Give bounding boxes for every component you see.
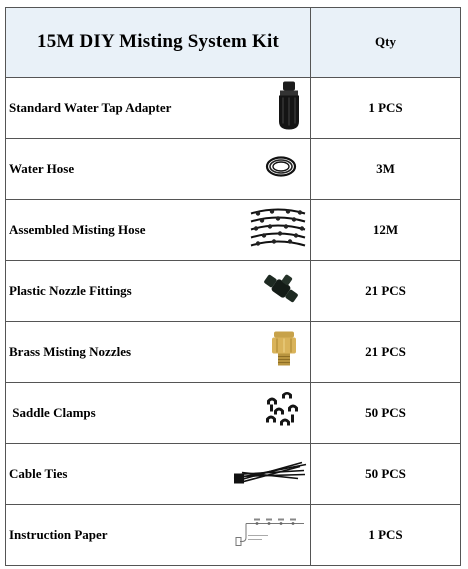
item-cell xyxy=(6,138,311,199)
table-row xyxy=(6,199,461,260)
item-name: Saddle Clamps xyxy=(9,404,96,420)
misting-hose-icon xyxy=(248,205,308,254)
table-row xyxy=(6,443,461,504)
item-name: Instruction Paper xyxy=(9,526,108,542)
item-qty: 50 PCS xyxy=(311,382,461,443)
table-row xyxy=(6,382,461,443)
saddle-clamps-icon xyxy=(262,390,302,435)
item-name: Plastic Nozzle Fittings xyxy=(9,282,132,298)
instruction-paper-icon xyxy=(234,515,306,554)
nozzle-fitting-icon xyxy=(260,268,302,313)
item-qty: 21 PCS xyxy=(311,321,461,382)
item-cell xyxy=(6,77,311,138)
item-cell xyxy=(6,260,311,321)
item-qty: 3M xyxy=(311,138,461,199)
item-cell xyxy=(6,382,311,443)
item-cell xyxy=(6,504,311,565)
table-title: 15M DIY Misting System Kit xyxy=(6,8,311,78)
water-hose-icon xyxy=(264,153,298,184)
item-name: Brass Misting Nozzles xyxy=(9,343,132,359)
table-row xyxy=(6,260,461,321)
item-name: Water Hose xyxy=(9,160,75,176)
item-qty: 21 PCS xyxy=(311,260,461,321)
item-qty: 1 PCS xyxy=(311,77,461,138)
item-name: Assembled Misting Hose xyxy=(9,221,146,237)
table-header-row xyxy=(6,8,461,78)
item-cell xyxy=(6,443,311,504)
table-row xyxy=(6,77,461,138)
item-qty: 12M xyxy=(311,199,461,260)
item-cell xyxy=(6,199,311,260)
item-name: Cable Ties xyxy=(9,465,68,481)
qty-column-header: Qty xyxy=(311,8,461,78)
table-row xyxy=(6,504,461,565)
item-qty: 1 PCS xyxy=(311,504,461,565)
item-qty: 50 PCS xyxy=(311,443,461,504)
kit-contents-table xyxy=(5,7,461,566)
brass-nozzle-icon xyxy=(268,329,300,374)
item-cell xyxy=(6,321,311,382)
item-name: Standard Water Tap Adapter xyxy=(9,99,172,115)
tap-adapter-icon xyxy=(274,79,304,136)
cable-ties-icon xyxy=(232,454,308,493)
table-row xyxy=(6,138,461,199)
table-row xyxy=(6,321,461,382)
